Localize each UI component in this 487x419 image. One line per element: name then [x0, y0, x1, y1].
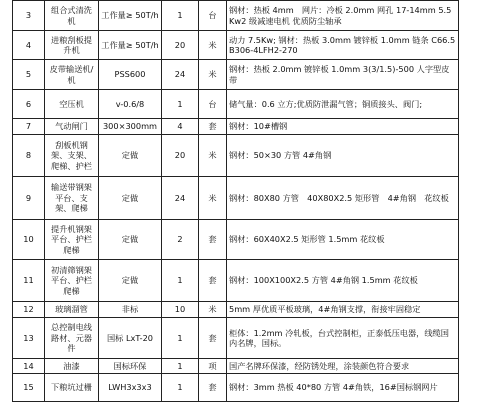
- item-name: 进粮刮板提升机: [45, 31, 99, 60]
- item-quantity: 2: [162, 220, 199, 260]
- row-number: 4: [13, 31, 45, 60]
- item-quantity: 24: [162, 60, 199, 90]
- row-number: 7: [13, 119, 45, 135]
- item-description: 钢材：10#槽钢: [227, 119, 459, 135]
- item-quantity: 1: [162, 359, 199, 374]
- item-spec: 非标: [99, 302, 162, 318]
- item-description: 钢材：热板 4mm 网片：冷板 2.0mm 网孔 17-14mm 5.5Kw2 级减速电机 优质防尘轴承: [227, 1, 459, 31]
- item-unit: 套: [199, 119, 227, 135]
- item-name: 气动闸门: [45, 119, 99, 135]
- item-description: 钢材：热板 2.0mm 镀锌板 1.0mm 3(3/1.5)-500 人字型皮带: [227, 60, 459, 90]
- item-unit: 米: [199, 135, 227, 177]
- item-quantity: 1: [162, 90, 199, 119]
- item-name: 刮板机钢架、支架、爬梯、护栏: [45, 135, 99, 177]
- item-unit: 套: [199, 260, 227, 302]
- item-description: 钢材：60X40X2.5 矩形管 1.5mm 花纹板: [227, 220, 459, 260]
- row-number: 8: [13, 135, 45, 177]
- item-spec: 国标 LxT-20: [99, 318, 162, 359]
- row-number: 13: [13, 318, 45, 359]
- item-unit: 台: [199, 90, 227, 119]
- table-row: [13, 177, 459, 220]
- item-quantity: 20: [162, 31, 199, 60]
- item-unit: 项: [199, 359, 227, 374]
- item-description: 储气量：0.6 立方;优质防泄漏气管；铜质接头、阀门;: [227, 90, 459, 119]
- table-row: [13, 135, 459, 177]
- table-row: [13, 31, 459, 60]
- item-spec: v-0.6/8: [99, 90, 162, 119]
- table-row: [13, 119, 459, 135]
- item-name: 输送带钢架平台、支架、爬梯: [45, 177, 99, 220]
- item-spec: PSS600: [99, 60, 162, 90]
- table-row: [13, 359, 459, 374]
- row-number: 9: [13, 177, 45, 220]
- item-name: 油漆: [45, 359, 99, 374]
- item-unit: 米: [199, 31, 227, 60]
- item-spec: 国标环保: [99, 359, 162, 374]
- item-spec: 定做: [99, 177, 162, 220]
- item-description: 钢材：3mm 热板 40*80 方管 4#角铁，16#国标钢网片: [227, 374, 459, 402]
- item-description: 柜体：1.2mm 冷轧板，台式控制柜，正泰低压电器，线缆国内名牌，国标。: [227, 318, 459, 359]
- table-row: [13, 220, 459, 260]
- item-quantity: 24: [162, 177, 199, 220]
- item-name: 皮带输送机/机: [45, 60, 99, 90]
- item-name: 提升机钢架平台、护栏爬梯: [45, 220, 99, 260]
- item-spec: LWH3x3x3: [99, 374, 162, 402]
- item-spec: 定做: [99, 220, 162, 260]
- table-row: [13, 302, 459, 318]
- item-name: 总控制电线路材、元器件: [45, 318, 99, 359]
- table-row: [13, 318, 459, 359]
- item-description: 动力 7.5Kw; 钢材：热板 3.0mm 镀锌板 1.0mm 链条 C66.5B306-4LFH2-270: [227, 31, 459, 60]
- item-unit: 台: [199, 1, 227, 31]
- item-description: 5mm 厚优质平板玻璃，4#角钢支撑，衔接牢固稳定: [227, 302, 459, 318]
- item-spec: 300×300mm: [99, 119, 162, 135]
- table-row: [13, 1, 459, 31]
- row-number: 12: [13, 302, 45, 318]
- table-row: [13, 260, 459, 302]
- item-spec: 工作量≥ 50T/h: [99, 1, 162, 31]
- item-quantity: 4: [162, 119, 199, 135]
- row-number: 3: [13, 1, 45, 31]
- row-number: 5: [13, 60, 45, 90]
- item-unit: 米: [199, 177, 227, 220]
- equipment-table: [12, 0, 459, 402]
- row-number: 10: [13, 220, 45, 260]
- item-name: 下粮坑过栅: [45, 374, 99, 402]
- item-description: 钢材：100X100X2.5 方管 4#角钢 1.5mm 花纹板: [227, 260, 459, 302]
- item-unit: 套: [199, 374, 227, 402]
- table-row: [13, 374, 459, 402]
- item-description: 钢材：80X80 方管 40X80X2.5 矩形管 4#角钢 花纹板: [227, 177, 459, 220]
- item-name: 组合式清洗机: [45, 1, 99, 31]
- row-number: 15: [13, 374, 45, 402]
- item-name: 玻璃溜管: [45, 302, 99, 318]
- table-row: [13, 60, 459, 90]
- item-quantity: 20: [162, 135, 199, 177]
- item-description: 钢材：50×30 方管 4#角钢: [227, 135, 459, 177]
- item-spec: 工作量≥ 50T/h: [99, 31, 162, 60]
- item-name: 初清筛钢架平台、护栏爬梯: [45, 260, 99, 302]
- item-quantity: 1: [162, 318, 199, 359]
- item-name: 空压机: [45, 90, 99, 119]
- item-unit: 套: [199, 318, 227, 359]
- row-number: 6: [13, 90, 45, 119]
- table-row: [13, 90, 459, 119]
- item-spec: 定做: [99, 260, 162, 302]
- item-quantity: 10: [162, 302, 199, 318]
- item-quantity: 1: [162, 1, 199, 31]
- row-number: 11: [13, 260, 45, 302]
- item-unit: 米: [199, 60, 227, 90]
- item-description: 国产名牌环保漆，经防锈处理，涂装颜色符合要求: [227, 359, 459, 374]
- item-quantity: 1: [162, 374, 199, 402]
- item-unit: 米: [199, 302, 227, 318]
- item-quantity: 1: [162, 260, 199, 302]
- item-unit: 套: [199, 220, 227, 260]
- item-spec: 定做: [99, 135, 162, 177]
- row-number: 14: [13, 359, 45, 374]
